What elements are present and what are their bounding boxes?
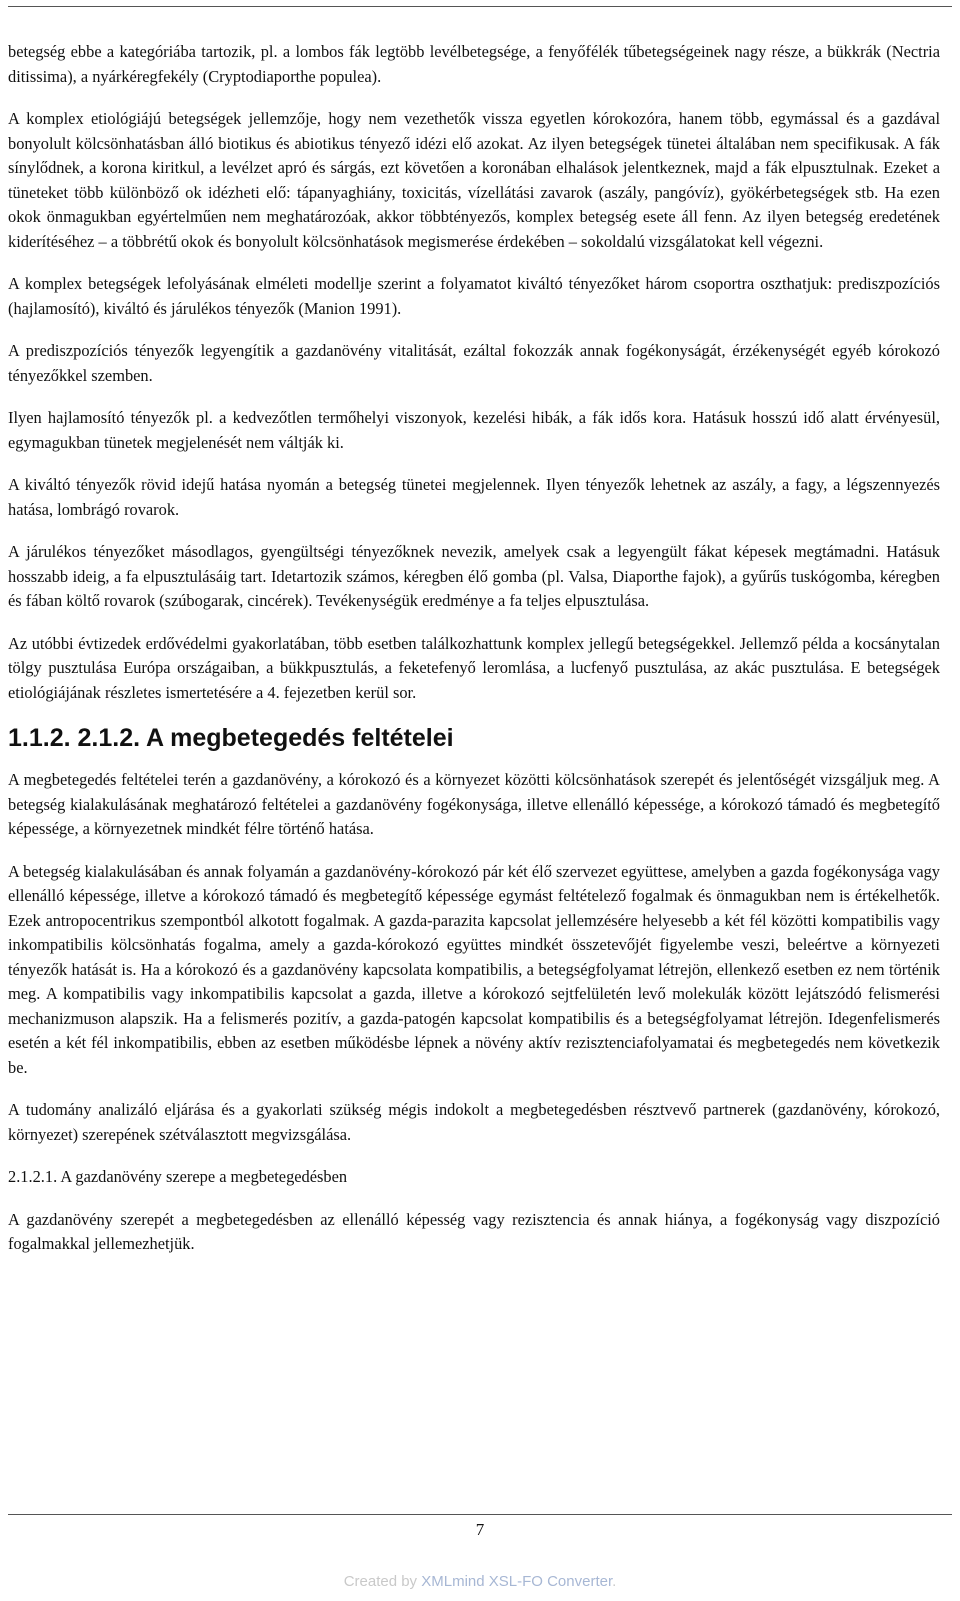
paragraph: A megbetegedés feltételei terén a gazdanövény, a kórokozó és a környezet közötti kölcsönhatások szerepét és jelentőségét vizsgáljuk meg. A betegség kialakulásának meghatározó feltételei a gazdanövény fogékonysága, illetve ellenálló képessége, a kórokozó támadó és megbetegítő képessége, a környezetnek mindkét félre történő hatása. — [8, 770, 940, 838]
watermark-suffix: . — [612, 1573, 617, 1590]
paragraph: A komplex etiológiájú betegségek jellemzője, hogy nem vezethetők vissza egyetlen kórokozóra, hanem több, egymással és a gazdával bonyolult kölcsönhatásban álló biotikus és abiotikus tényező idézi elő azokat. Az ilyen betegségek tünetei általában nem specifikusak. A fák sínylődnek, a korona kiritkul, a levélzet apró és sárgás, ezt követően a koronában elhalások jelentkeznek, majd a fák elpusztulnak. Ezeket a tüneteket több különböző ok idézheti elő: tápanyaghiány, toxicitás, vízellátási zavarok (aszály, pangóvíz), gyökérbetegségek stb. Ha ezen okok önmagukban egyértelműen nem meghatározóak, akkor többtényezős, komplex betegség esete áll fenn. Az ilyen betegség eredetének kiderítéséhez – a többrétű okok és bonyolult kölcsönhatások megismerése érdekében – sokoldalú vizsgálatokat kell végezni. — [8, 109, 940, 251]
section-heading: 1.1.2. 2.1.2. A megbetegedés feltételei — [8, 724, 454, 752]
paragraph: A gazdanövény szerepét a megbetegedésben az ellenálló képesség vagy rezisztencia és annak hiánya, a fogékonyság vagy diszpozíció fogalmakkal jellemezhetjük. — [8, 1209, 940, 1253]
paragraph: A komplex betegségek lefolyásának elméleti modellje szerint a folyamatot kiváltó tényezőket három csoportra oszthatjuk: prediszpozíciós (hajlamosító), kiváltó és járulékos tényezők (Manion 1991). — [8, 274, 940, 318]
top-rule — [8, 6, 952, 7]
watermark-brand: XMLmind XSL-FO Converter — [421, 1573, 613, 1590]
paragraph: Az utóbbi évtizedek erdővédelmi gyakorlatában, több esetben találkozhattunk komplex jellegű betegségekkel. Jellemző példa a kocsánytalan tölgy pusztulása Európa országaiban, a bükkpusztulás, a feketefenyő leromlása, a lucfenyő pusztulása, az akác pusztulása. E betegségek etiológiájának részletes ismertetésére a 4. fejezetben kerül sor. — [8, 633, 940, 702]
paragraph: A prediszpozíciós tényezők legyengítik a gazdanövény vitalitását, ezáltal fokozzák annak fogékonyságát, érzékenységét egyéb kórokozó tényezőkkel szemben. — [8, 341, 940, 385]
paragraph: betegség ebbe a kategóriába tartozik, pl. a lombos fák legtöbb levélbetegsége, a fenyőfélék tűbetegségeinek nagy része, a bükkrák (Nectria ditissima), a nyárkéregfekély (Cryptodiaporthe populea). — [8, 42, 940, 86]
paragraph: A tudomány analizáló eljárása és a gyakorlati szükség mégis indokolt a megbetegedésben résztvevő partnerek (gazdanövény, kórokozó, környezet) szerepének szétválasztott megvizsgálása. — [8, 1100, 940, 1144]
document-body — [8, 40, 940, 1275]
page-number: 7 — [475, 1520, 485, 1539]
paragraph: A járulékos tényezőket másodlagos, gyengültségi tényezőknek nevezik, amelyek csak a legyengült fákat képesek megtámadni. Hatásuk hosszabb ideig, a fa elpusztulásáig tart. Idetartozik számos, kéregben élő gomba (pl. Valsa, Diaporthe fajok), a gyűrűs tuskógomba, kéregben és fában költő rovarok (szúbogarak, cincérek). Tevékenységük eredménye a fa teljes elpusztulása. — [8, 542, 940, 610]
paragraph: Ilyen hajlamosító tényezők pl. a kedvezőtlen termőhelyi viszonyok, kezelési hibák, a fák idős kora. Hatásuk hosszú idő alatt érvényesül, egymagukban tünetek megjelenését nem váltják ki. — [8, 408, 940, 452]
converter-watermark — [0, 1573, 960, 1590]
paragraph: A betegség kialakulásában és annak folyamán a gazdanövény-kórokozó pár két élő szervezet együttese, amelyben a gazda fogékonysága vagy ellenálló képessége, illetve a kórokozó támadó és megbetegítő képessége egymást feltételező fogalmak és önmagukban nem is értékelhetők. Ezek antropocentrikus szempontból alkotott fogalmak. A gazda-parazita kapcsolat jellemzésére helyesebb a két fél közötti kompatibilis vagy inkompatibilis kölcsönhatás fogalma, amely a gazda-kórokozó együttes mindkét összetevőjét figyelembe veszi, beleértve a környezeti tényezők hatását is. Ha a kórokozó és a gazdanövény kapcsolata kompatibilis, a betegségfolyamat létrejön, ellenkező esetben ez nem történik meg. A kompatibilis vagy inkompatibilis kapcsolat a gazda, illetve a kórokozó sejtfelületén levő molekulák között lejátszódó felismerési mechanizmuson alapszik. Ha a felismerés pozitív, a gazda-patogén kapcsolat kompatibilis és a betegségfolyamat létrejön. Idegenfelismerés esetén a két fél inkompatibilis, ebben az esetben működésbe lépnek a növény aktív rezisztenciafolyamatai és megbetegedés nem következik be. — [8, 861, 940, 1077]
paragraph: A kiváltó tényezők rövid idejű hatása nyomán a betegség tünetei megjelennek. Ilyen tényezők lehetnek az aszály, a fagy, a légszennyezés hatása, lombrágó rovarok. — [8, 475, 940, 519]
subsection-heading: 2.1.2.1. A gazdanövény szerepe a megbetegedésben — [8, 1167, 348, 1186]
footer-rule — [8, 1514, 952, 1515]
watermark-prefix: Created by — [343, 1573, 422, 1590]
